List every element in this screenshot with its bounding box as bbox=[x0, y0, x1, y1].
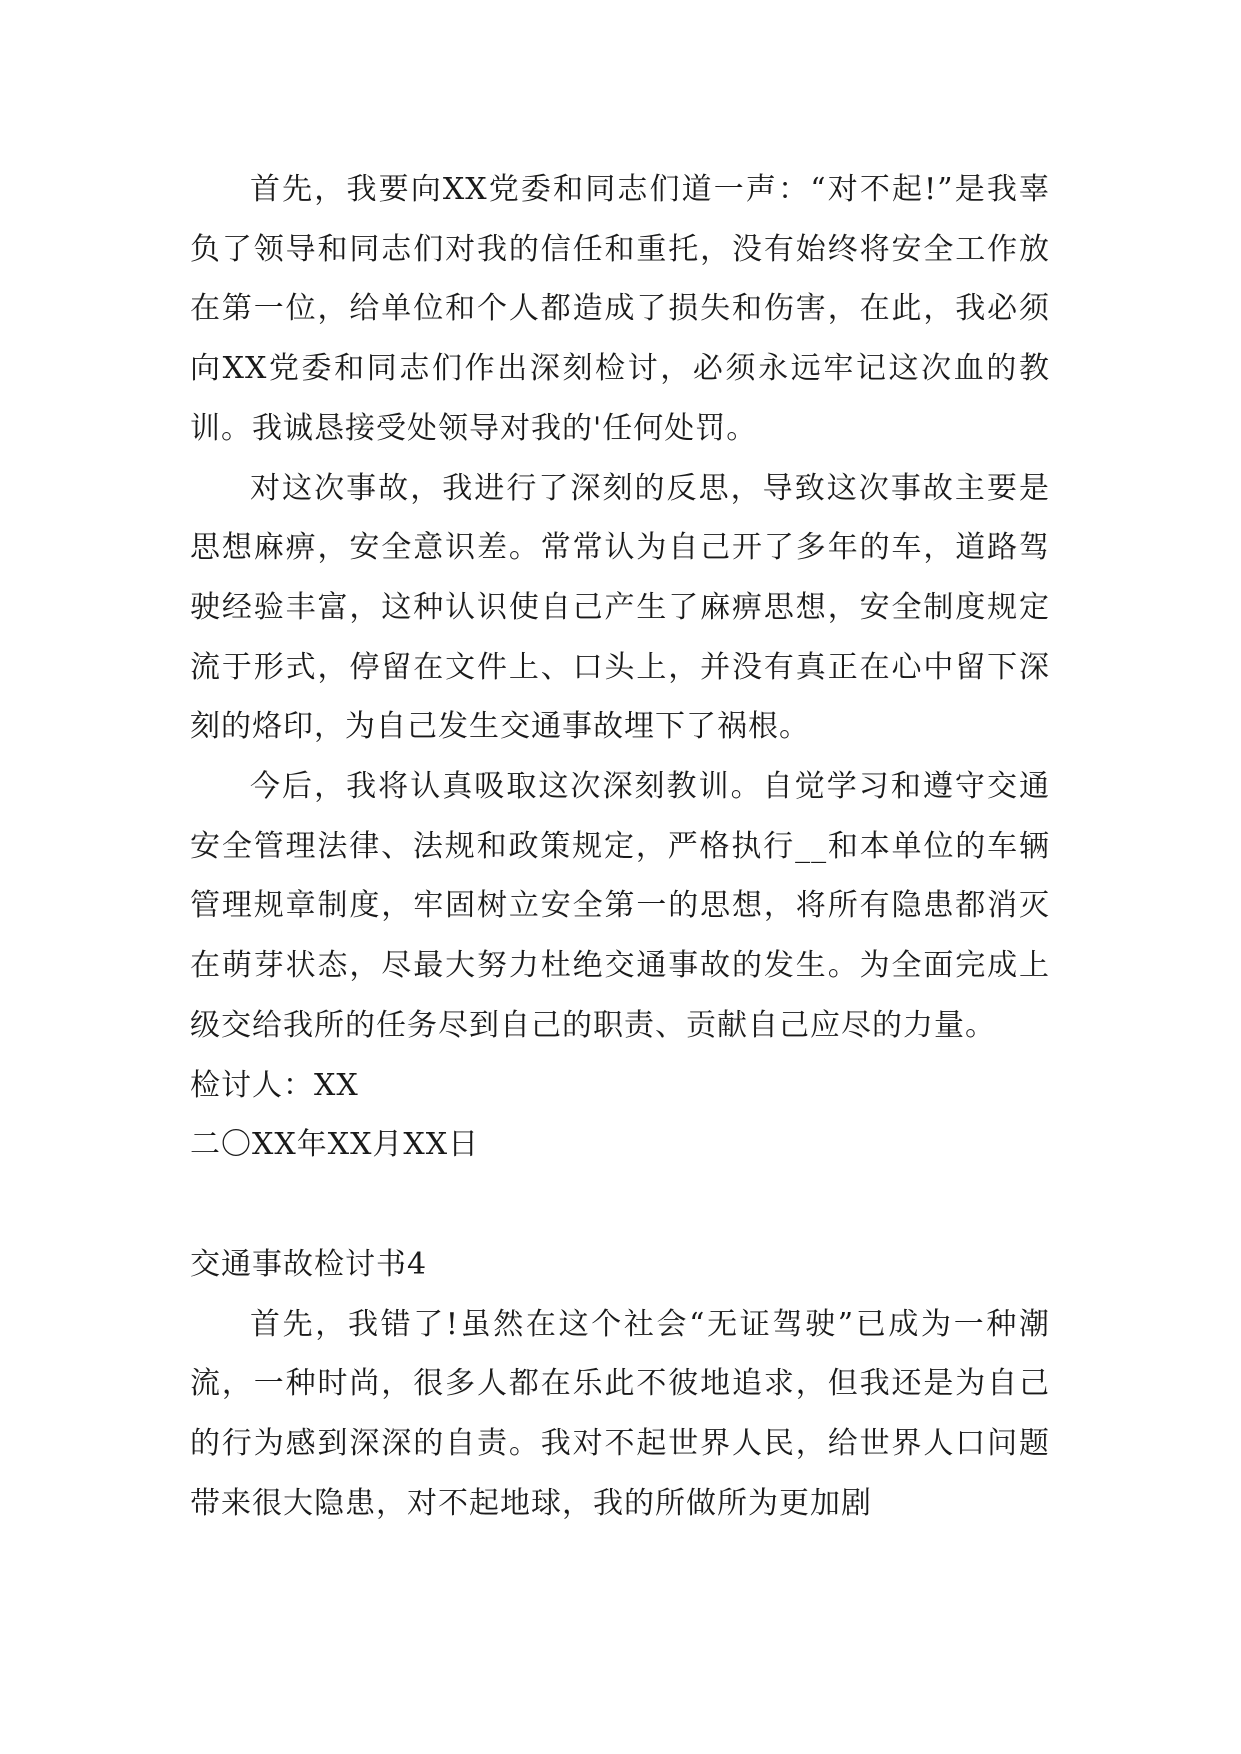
date-line: 二〇XX年XX月XX日 bbox=[190, 1127, 480, 1163]
section-spacer bbox=[190, 1175, 1050, 1235]
paragraph-apology: 首先，我要向XX党委和同志们道一声：“对不起!”是我辜负了领导和同志们对我的信任和重托，没有始终将安全工作放在第一位，给单位和个人都造成了损失和伤害，在此，我必须向XX党委和同志们作出深刻检讨，必须永远牢记这次血的教训。我诚恳接受处领导对我的'任何处罚。 bbox=[190, 172, 1050, 446]
paragraph-reflection: 对这次事故，我进行了深刻的反思，导致这次事故主要是思想麻痹，安全意识差。常常认为自己开了多年的车，道路驾驶经验丰富，这种认识使自己产生了麻痹思想，安全制度规定流于形式，停留在文件上、口头上，并没有真正在心中留下深刻的烙印，为自己发生交通事故埋下了祸根。 bbox=[190, 470, 1050, 745]
document-body bbox=[190, 160, 1050, 1533]
section-title: 交通事故检讨书4 bbox=[190, 1246, 428, 1282]
signature-line: 检讨人：XX bbox=[190, 1067, 359, 1103]
section-paragraph: 首先，我错了!虽然在这个社会“无证驾驶”已成为一种潮流，一种时尚，很多人都在乐此不彼地追求，但我还是为自己的行为感到深深的自责。我对不起世界人民，给世界人口问题带来很大隐患，对不起地球，我的所做所为更加剧 bbox=[190, 1306, 1050, 1521]
paragraph-commitment: 今后，我将认真吸取这次深刻教训。自觉学习和遵守交通安全管理法律、法规和政策规定，严格执行__和本单位的车辆管理规章制度，牢固树立安全第一的思想，将所有隐患都消灭在萌芽状态，尽最大努力杜绝交通事故的发生。为全面完成上级交给我所的任务尽到自己的职责、贡献自己应尽的力量。 bbox=[190, 769, 1050, 1043]
